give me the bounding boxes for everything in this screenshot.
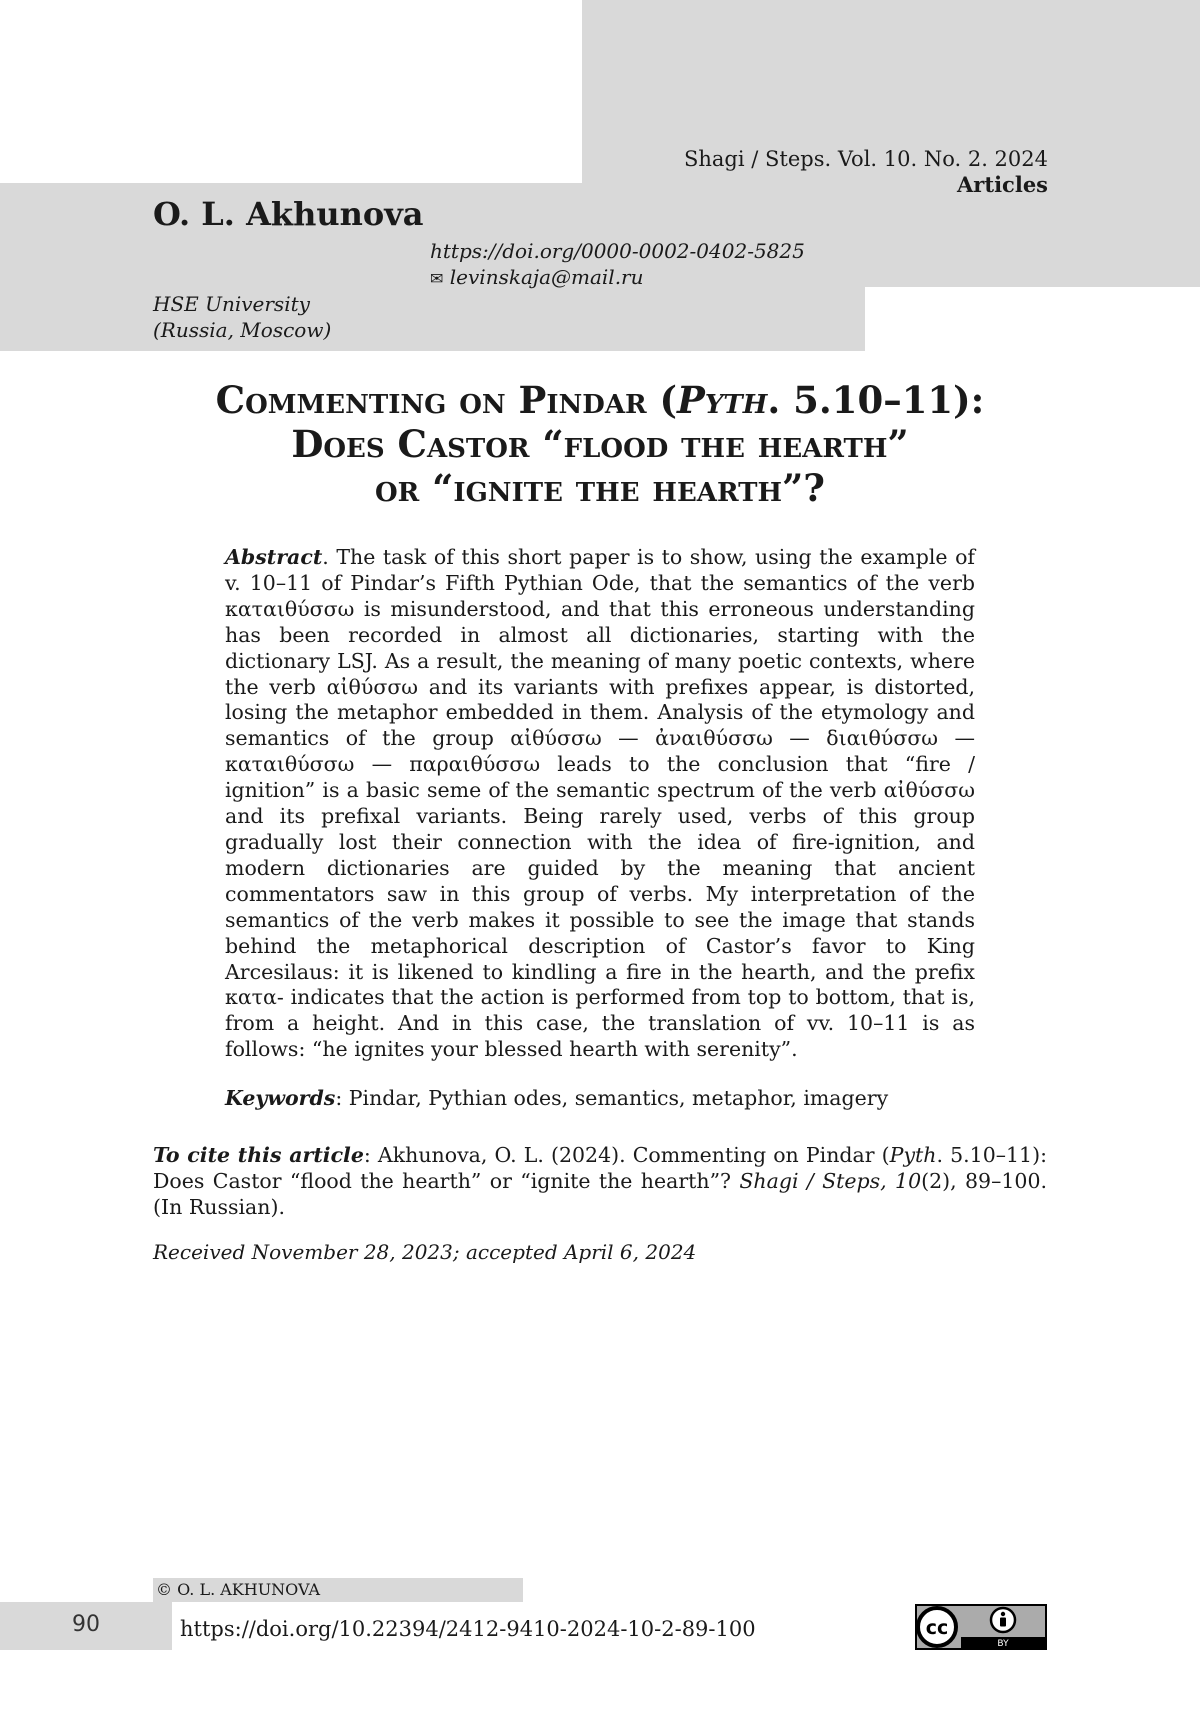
abstract-text: . The task of this short paper is to show, using the example of v. 10–11 of Pindar’s Fifth Pythian Ode, that the semantics of the verb καταιθύσσω is misunderstood, and that this erroneous understanding has been recorded in almost all dictionaries, starting with the dictionary LSJ. As a result, the meaning of many poetic contexts, where the verb αἰθύσσω and its variants with prefixes appear, is distorted, losing the metaphor embedded in them. Analysis of the etymology and semantics of the group αἰθύσσω — ἀναιθύσσω — διαιθύσσω — καταιθύσσω — παραιθύσσω leads to the conclusion that “fire / ignition” is a basic seme of the semantic spectrum of the verb αἰθύσσω and its prefixal variants. Being rarely used, verbs of this group gradually lost their connection with the idea of fire-ignition, and modern dictionaries are guided by the meaning that ancient commentators saw in this group of verbs. My interpretation of the semantics of the verb makes it possible to see the image that stands behind the metaphorical description of Castor’s favor to King Arcesilaus: it is likened to kindling a fire in the hearth, and the prefix κατα- indicates that the action is performed from top to bottom, that is, from a height. And in this case, the translation of vv. 10–11 is as follows: “he ignites your blessed hearth with serenity”. bbox=[225, 545, 975, 1062]
keywords bbox=[225, 1085, 975, 1111]
by-text: BY bbox=[997, 1639, 1009, 1649]
page-number: 90 bbox=[72, 1612, 100, 1637]
section-label: Articles bbox=[957, 172, 1048, 197]
orcid-link[interactable]: https://doi.org/0000-0002-0402-5825 bbox=[430, 239, 805, 263]
doi-link[interactable]: https://doi.org/10.22394/2412-9410-2024-10-2-89-100 bbox=[180, 1617, 756, 1641]
title-line-1: Commenting on Pindar (Pyth. 5.10–11): bbox=[215, 378, 985, 422]
author-name: O. L. Akhunova bbox=[153, 195, 424, 233]
abstract bbox=[225, 545, 975, 1063]
email-link[interactable]: levinskaja@mail.ru bbox=[449, 265, 644, 289]
article-title bbox=[0, 378, 1200, 510]
title-line-3: or “ignite the hearth”? bbox=[375, 466, 825, 510]
journal-info: Shagi / Steps. Vol. 10. No. 2. 2024 bbox=[683, 147, 1048, 171]
author-identifiers bbox=[430, 238, 805, 292]
email-line bbox=[430, 264, 805, 292]
affiliation-location: (Russia, Moscow) bbox=[153, 318, 332, 342]
running-header bbox=[684, 146, 1048, 198]
cc-by-license-icon[interactable] bbox=[915, 1604, 1047, 1650]
title-line-2: Does Castor “flood the hearth” bbox=[291, 422, 909, 466]
affiliation-institution: HSE University bbox=[153, 292, 310, 316]
citation: To cite this article: Akhunova, O. L. (2024). Commenting on Pindar (Pyth. 5.10–11): Does Castor “flood the hearth” or “ignite the hearth”? Shagi / Steps, 10(2), 89–100. (In Russian). bbox=[153, 1143, 1048, 1219]
abstract-label: Abstract bbox=[225, 545, 323, 569]
keywords-text: : Pindar, Pythian odes, semantics, metaphor, imagery bbox=[335, 1086, 889, 1110]
cc-text: cc bbox=[925, 1617, 949, 1639]
affiliation bbox=[153, 291, 331, 343]
citation-label: To cite this article bbox=[153, 1143, 364, 1167]
keywords-label: Keywords bbox=[225, 1086, 336, 1110]
received-dates: Received November 28, 2023; accepted April 6, 2024 bbox=[153, 1240, 697, 1264]
email-icon: ✉ bbox=[430, 269, 444, 288]
copyright: © O. L. AKHUNOVA bbox=[156, 1580, 321, 1599]
